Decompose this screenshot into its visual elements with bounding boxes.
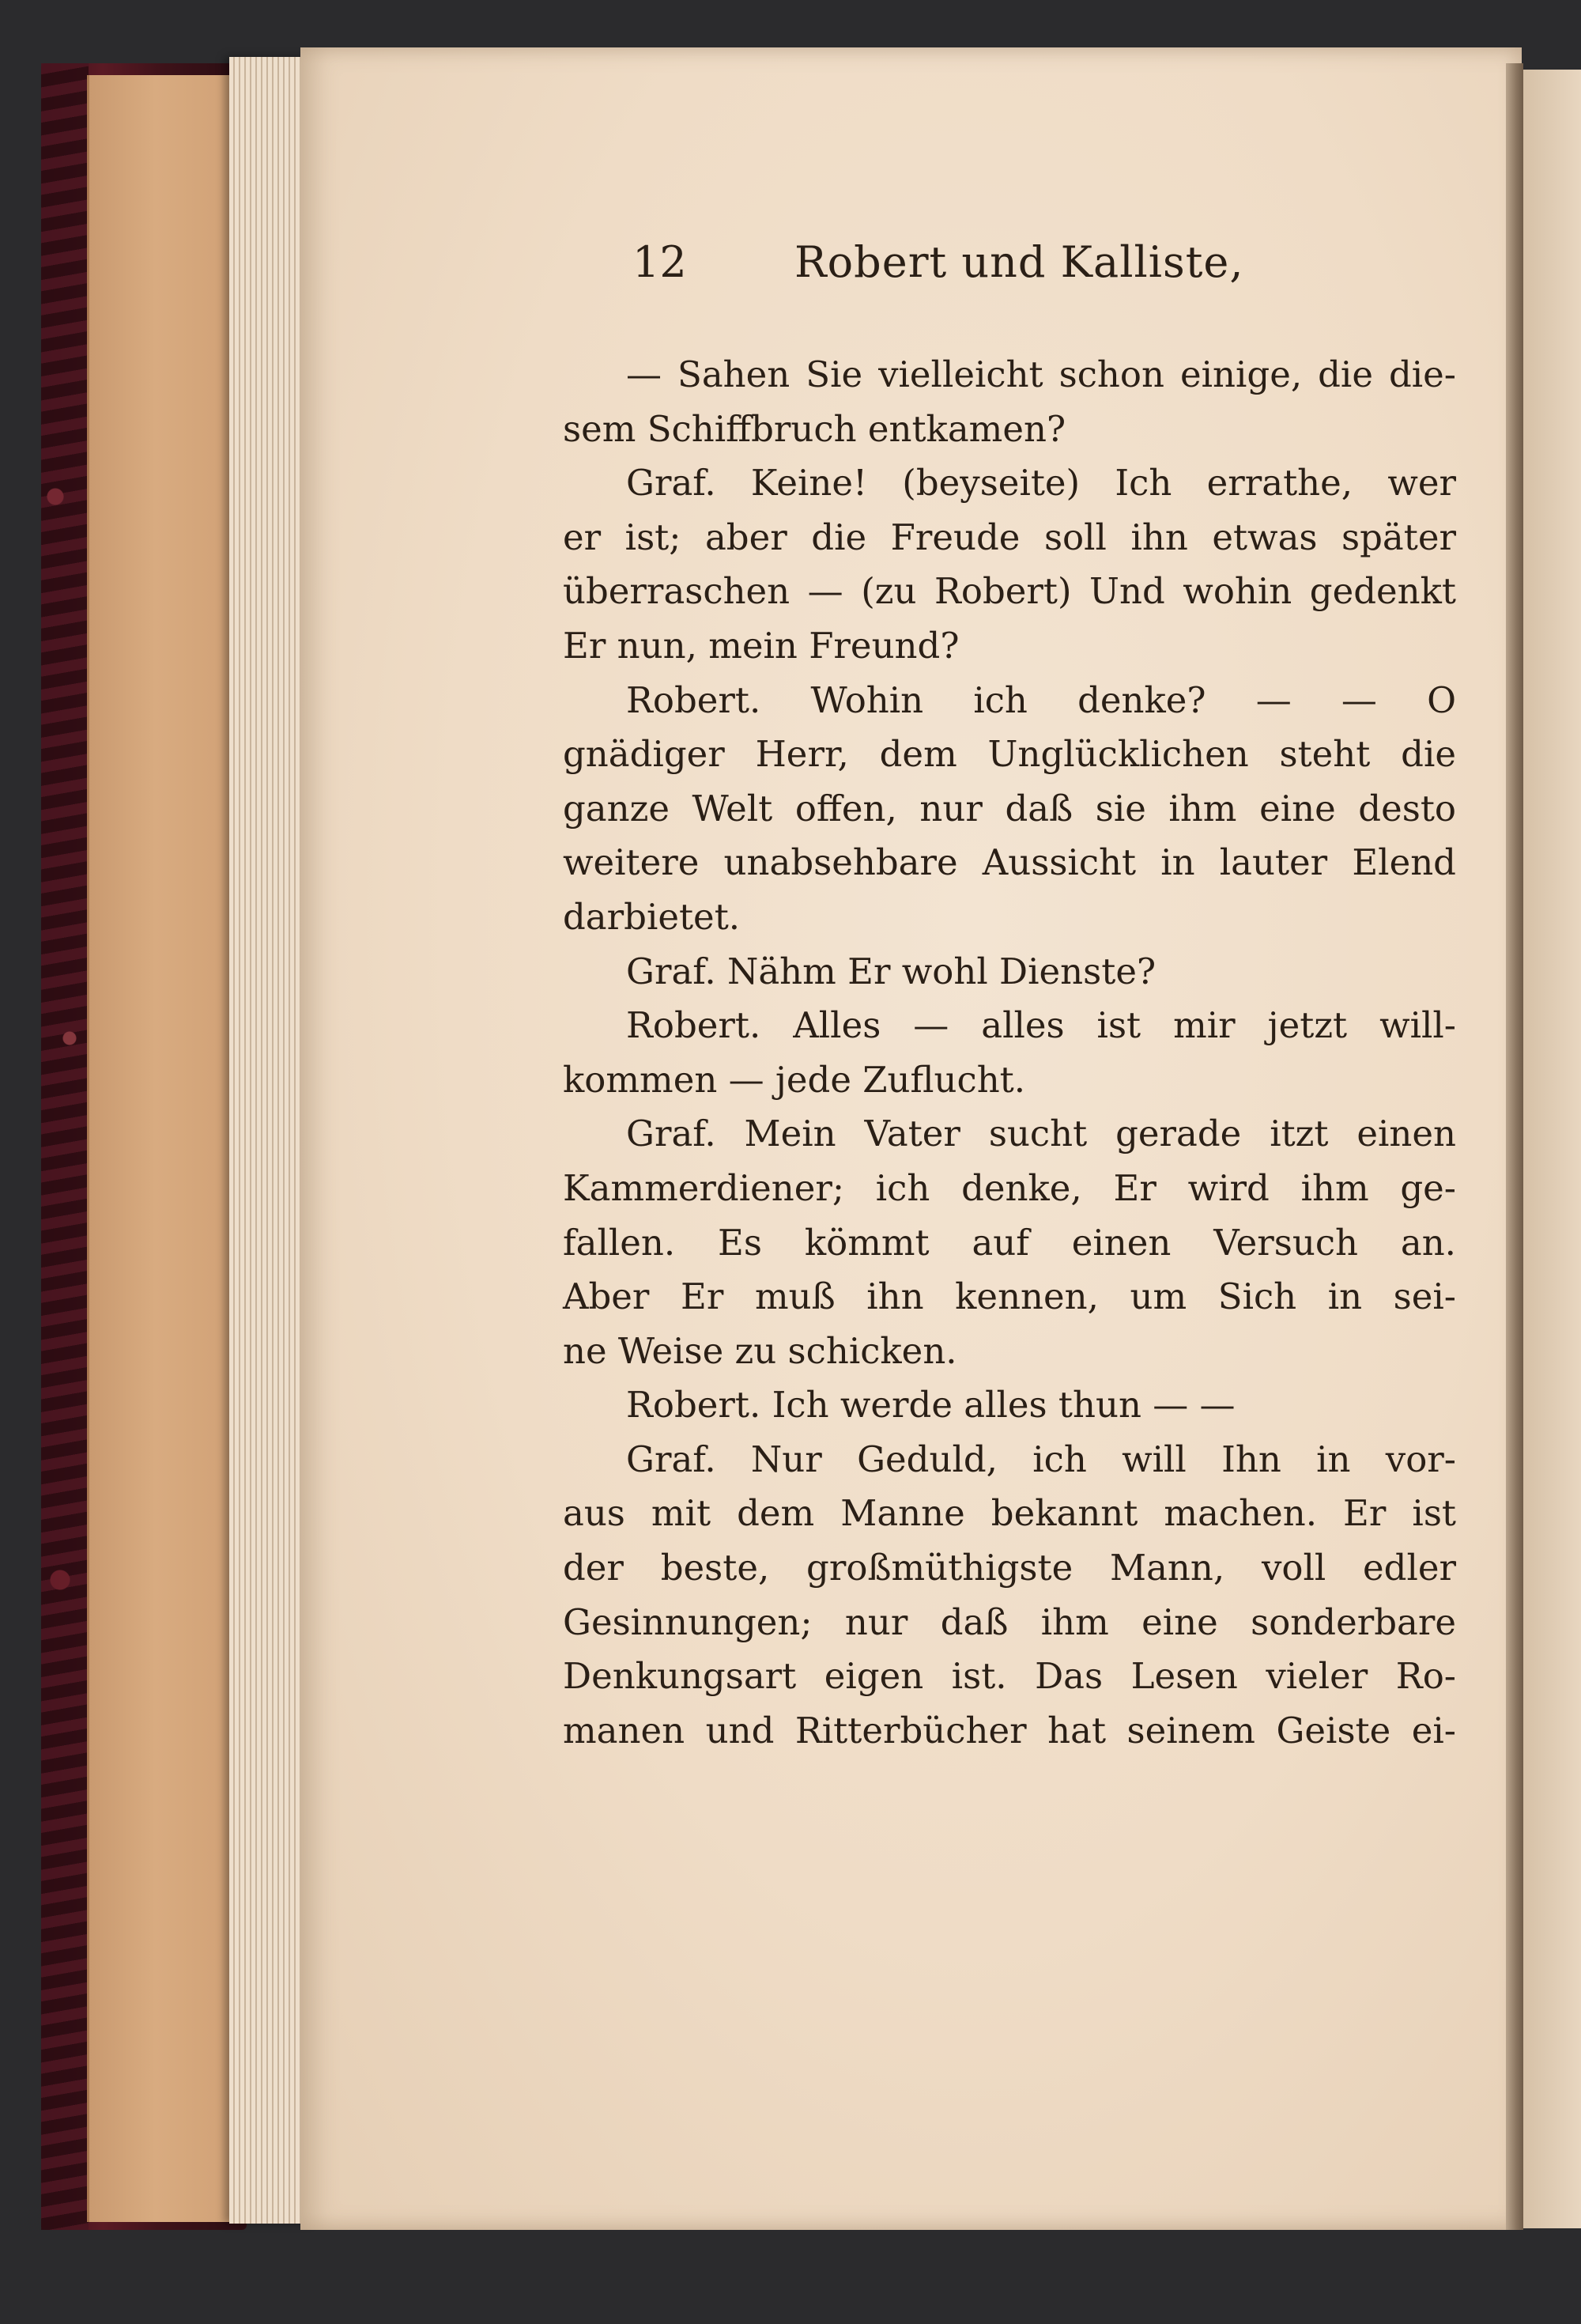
page-gutter: [1506, 63, 1523, 2230]
text-line: ne Weise zu schicken.: [563, 1329, 957, 1372]
page-number: 12: [632, 237, 687, 287]
text-line: Graf. Mein Vater sucht gerade itzt einen: [626, 1113, 1456, 1155]
text-line: kommen — jede Zuflucht.: [563, 1058, 1026, 1101]
text-line: Robert. Alles — alles ist mir jetzt will-: [626, 1004, 1456, 1047]
text-line: Gesinnungen; nur daß ihm eine sonderbare: [563, 1600, 1456, 1643]
running-head: [632, 237, 1423, 308]
text-line: Robert. Wohin ich denke? — — O: [626, 678, 1456, 721]
text-line: Kammerdiener; ich denke, Er wird ihm ge-: [563, 1166, 1456, 1209]
text-line: — Sahen Sie vielleicht schon einige, die die-: [626, 353, 1456, 395]
text-line: Denkungsart eigen ist. Das Lesen vieler Ro-: [563, 1655, 1456, 1698]
text-line: Er nun, mein Freund?: [563, 624, 960, 667]
text-line: fallen. Es kömmt auf einen Versuch an.: [563, 1221, 1456, 1264]
text-line: ganze Welt offen, nur daß sie ihm eine desto: [563, 787, 1456, 829]
text-line: Aber Er muß ihn kennen, um Sich in sei-: [563, 1275, 1456, 1318]
running-head-title: Robert und Kalliste,: [794, 237, 1244, 287]
text-line: er ist; aber die Freude soll ihn etwas später: [563, 516, 1456, 558]
text-line: aus mit dem Manne bekannt machen. Er ist: [563, 1492, 1456, 1535]
text-line: Graf. Nähm Er wohl Dienste?: [626, 950, 1157, 992]
text-line: darbietet.: [563, 895, 741, 938]
text-line: überraschen — (zu Robert) Und wohin gedenkt: [563, 570, 1456, 613]
text-line: Robert. Ich werde alles thun — —: [626, 1384, 1236, 1427]
marbled-cover-edge: [41, 63, 89, 2230]
text-line: gnädiger Herr, dem Unglücklichen steht die: [563, 733, 1456, 776]
page-body-text: [563, 348, 1456, 1758]
text-line: manen und Ritterbücher hat seinem Geiste ei-: [563, 1709, 1456, 1752]
text-line: sem Schiffbruch entkamen?: [563, 407, 1066, 450]
text-line: Graf. Keine! (beyseite) Ich errathe, wer: [626, 462, 1456, 504]
facing-page-edge: [1523, 70, 1581, 2228]
text-line: weitere unabsehbare Aussicht in lauter Elend: [563, 841, 1456, 884]
text-line: der beste, großmüthigste Mann, voll edler: [563, 1547, 1456, 1589]
text-line: Graf. Nur Geduld, ich will Ihn in vor-: [626, 1438, 1456, 1480]
